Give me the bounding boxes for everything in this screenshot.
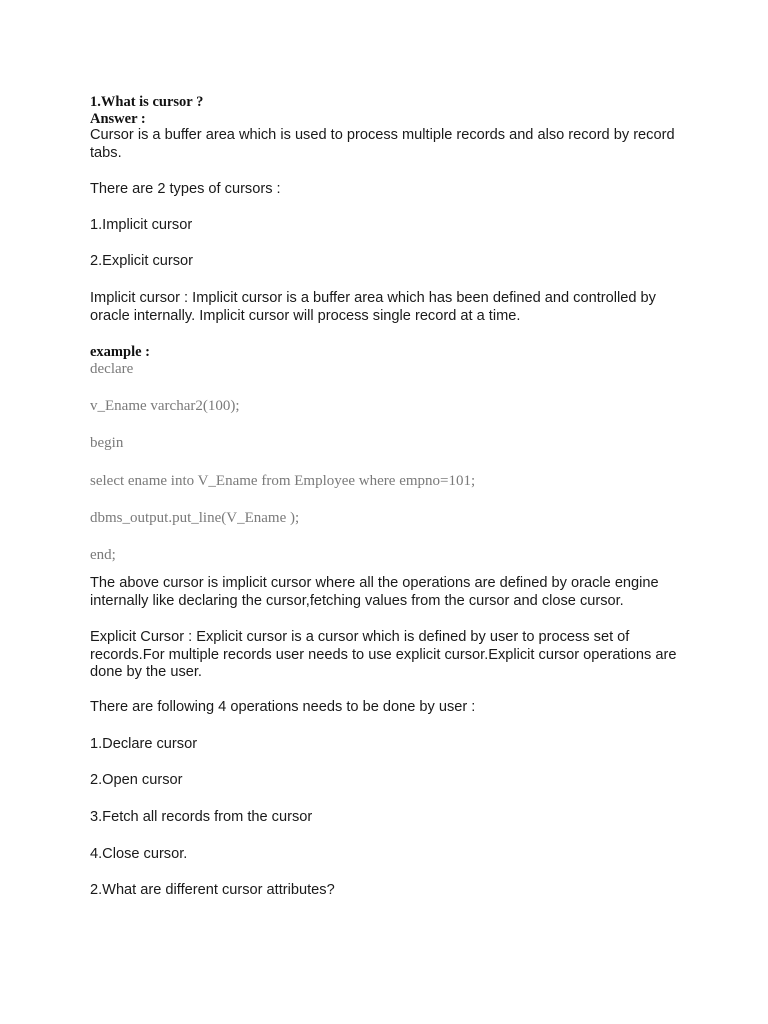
operation-item: 4.Close cursor. [90, 846, 188, 862]
code-line: dbms_output.put_line(V_Ename ); [90, 510, 300, 526]
implicit-description: Implicit cursor : Implicit cursor is a buffer area which has been defined and controlled by oracle internally. Implicit cursor will process single record at a time. [90, 290, 656, 324]
operation-item: 2.Open cursor [90, 772, 183, 788]
operation-item: 3.Fetch all records from the cursor [90, 809, 313, 825]
question-1-heading: 1.What is cursor ? [90, 94, 204, 110]
operation-item: 1.Declare cursor [90, 736, 198, 752]
code-line: end; [90, 547, 116, 563]
types-intro: There are 2 types of cursors : [90, 181, 281, 197]
answer-label: Answer : [90, 111, 146, 127]
code-line: declare [90, 361, 134, 377]
type-explicit: 2.Explicit cursor [90, 253, 193, 269]
code-line: select ename into V_Ename from Employee where empno=101; [90, 473, 476, 489]
cursor-definition: Cursor is a buffer area which is used to process multiple records and also record by record tabs. [90, 127, 675, 161]
question-2-heading: 2.What are different cursor attributes? [90, 882, 335, 898]
implicit-note: The above cursor is implicit cursor where all the operations are defined by oracle engine internally like declaring the cursor,fetching values from the cursor and close cursor. [90, 575, 659, 609]
example-label: example : [90, 344, 150, 360]
operations-intro: There are following 4 operations needs to be done by user : [90, 699, 476, 715]
code-line: begin [90, 435, 124, 451]
type-implicit: 1.Implicit cursor [90, 217, 193, 233]
explicit-description: Explicit Cursor : Explicit cursor is a cursor which is defined by user to process set of records.For multiple records user needs to use explicit cursor.Explicit cursor operations are done by the user. [90, 629, 677, 680]
code-line: v_Ename varchar2(100); [90, 398, 240, 414]
